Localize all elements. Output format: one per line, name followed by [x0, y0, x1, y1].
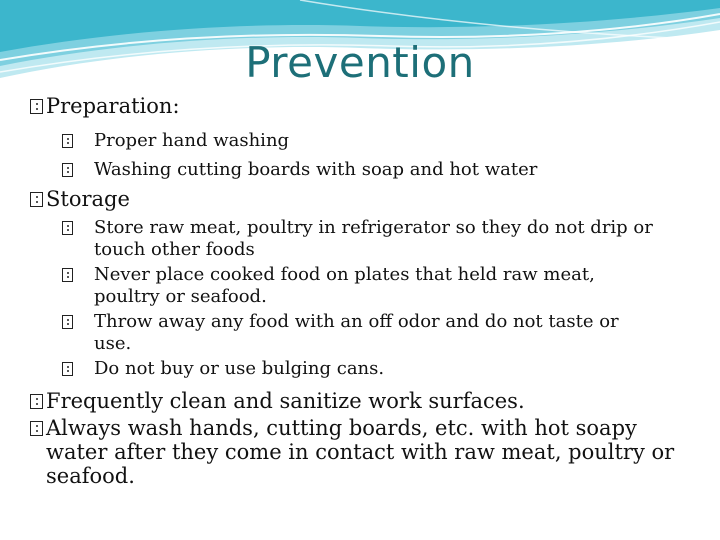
placeholder-square-icon — [62, 134, 73, 148]
bullet-item — [30, 416, 690, 488]
bullet-text: Frequently clean and sanitize work surfaces. — [46, 389, 525, 413]
placeholder-square-icon — [30, 421, 43, 436]
sub-bullet-item — [29, 217, 690, 261]
sub-bullet-item — [29, 264, 690, 308]
sub-bullet-text: Washing cutting boards with soap and hot water — [94, 159, 538, 180]
placeholder-square-icon — [30, 192, 43, 207]
sub-bullet-item — [29, 159, 690, 181]
sub-bullet-text: Store raw meat, poultry in refrigerator so they do not drip or touch other foods — [94, 217, 653, 260]
placeholder-square-icon — [62, 163, 73, 177]
sub-bullet-item — [29, 311, 690, 355]
bullet-text: Always wash hands, cutting boards, etc. with hot soapy water after they come in contact with raw meat, poultry or seafood. — [46, 416, 675, 488]
sub-bullet-item — [29, 130, 690, 152]
bullet-text: Preparation: — [46, 94, 180, 118]
placeholder-square-icon — [62, 221, 73, 235]
bullet-item — [30, 389, 690, 413]
placeholder-square-icon — [30, 99, 43, 114]
sub-bullet-text: Throw away any food with an off odor and do not taste or use. — [94, 311, 619, 354]
placeholder-square-icon — [30, 394, 43, 409]
slide-title: Prevention — [245, 38, 475, 87]
placeholder-square-icon — [62, 362, 73, 376]
bullet-text: Storage — [46, 187, 130, 211]
sub-bullet-text: Do not buy or use bulging cans. — [94, 358, 385, 379]
bullet-list — [30, 94, 690, 488]
bullet-item — [30, 187, 690, 211]
placeholder-square-icon — [62, 315, 73, 329]
sub-bullet-text: Never place cooked food on plates that held raw meat, poultry or seafood. — [94, 264, 595, 307]
placeholder-square-icon — [62, 268, 73, 282]
sub-bullet-item — [29, 358, 690, 380]
sub-bullet-text: Proper hand washing — [94, 130, 290, 151]
bullet-item — [30, 94, 690, 118]
